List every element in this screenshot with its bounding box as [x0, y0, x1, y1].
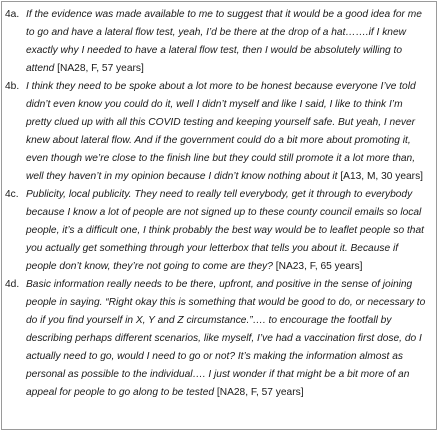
participant-citation: [A13, M, 30 years]	[340, 171, 423, 182]
participant-quote: I think they need to be spoke about a lot more to be honest because everyone I’ve told didn’t even know you could do it, well I didn’t myself and like I said, I like to think I’m pretty clued up with all this COVID testing and keeping yourself safe. But yeah, I never knew about lateral flow. And if the government could do a bit more about promoting it, even though we’re close to the finish line but they could still promote it a lot more than, well they haven’t in my opinion because I didn’t know nothing about it	[26, 81, 416, 182]
participant-quote: Publicity, local publicity. They need to really tell everybody, get it through to everybody because I know a lot of people are not signed up to these county council emails so local people, it’s a difficult one, I think probably the best way would be to leaflet people so that you actually get something through your letterbox that tells you about it. Because if people don’t know, they’re not going to come are they?	[26, 189, 424, 272]
entry-text	[26, 78, 430, 186]
participant-citation: [NA23, F, 65 years]	[275, 261, 363, 272]
participant-quote: Basic information really needs to be there, upfront, and positive in the sense of joining people in saying. “Right okay this is something that would be good to do, or necessary to do if you find yourself in X, Y and Z circumstance.”…. to encourage the footfall by describing perhaps different scenarios, like myself, I’ve had a vaccination first dose, do I actually need to go, would I need to go or not? It’s making the information almost as personal as possible to the individual…. I just wonder if that might be a bit more of an appeal for people to go along to be tested	[26, 279, 426, 398]
quote-panel	[1, 1, 437, 430]
quote-entry-4c	[5, 186, 430, 276]
participant-citation: [NA28, F, 57 years]	[216, 387, 304, 398]
entry-label: 4b.	[5, 81, 20, 92]
quote-entry-4d	[5, 276, 430, 402]
entry-text	[26, 276, 430, 402]
quote-entry-4a	[5, 6, 430, 78]
quote-entry-4b	[5, 78, 430, 186]
participant-citation: [NA28, F, 57 years]	[57, 63, 144, 74]
entry-text	[26, 186, 430, 276]
entry-text	[26, 6, 430, 78]
entry-label: 4c.	[5, 189, 19, 200]
entry-label: 4d.	[5, 279, 20, 290]
participant-quote: If the evidence was made available to me to suggest that it would be a good idea for me to go and have a lateral flow test, yeah, I’d be there at the drop of a hat…….if I knew exactly why I needed to have a lateral flow test, then I would be absolutely willing to attend	[26, 9, 422, 74]
entry-label: 4a.	[5, 9, 20, 20]
